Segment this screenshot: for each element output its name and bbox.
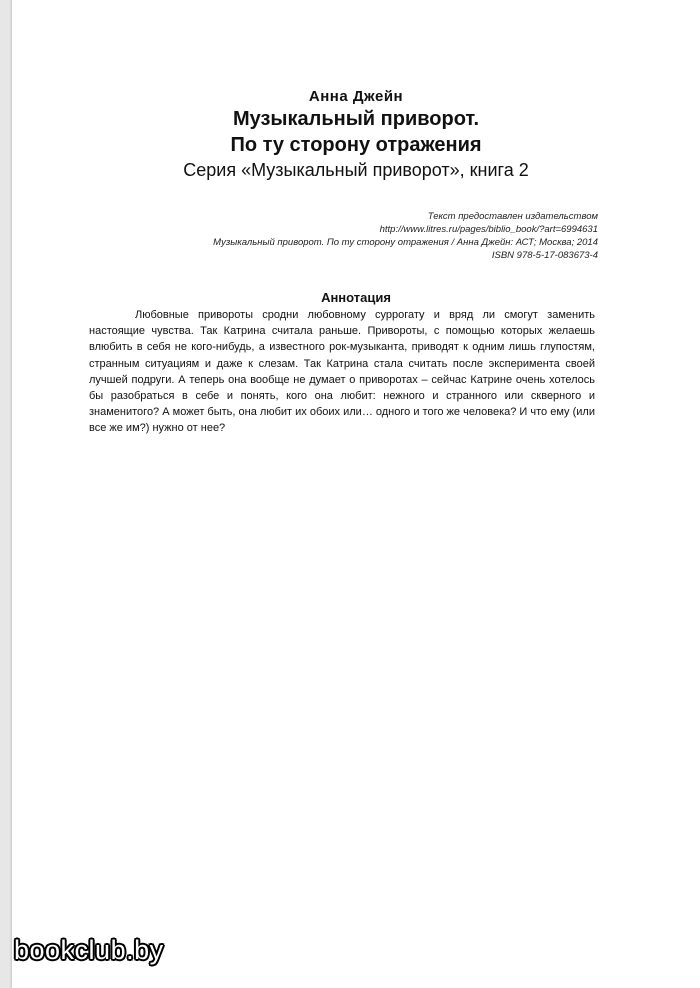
series-line: Серия «Музыкальный приворот», книга 2: [183, 160, 529, 180]
book-title-line-2: По ту сторону отражения: [230, 134, 482, 156]
citation: Музыкальный приворот. По ту сторону отражения / Анна Джейн: АСТ; Москва; 2014: [213, 237, 598, 248]
publisher-note: Текст предоставлен издательством: [427, 211, 598, 222]
isbn: ISBN 978-5-17-083673-4: [491, 250, 598, 261]
annotation-heading: Аннотация: [321, 290, 391, 305]
annotation-text: Любовные привороты сродни любовному суррогату и вряд ли смогут заменить настоящие чувства. Так Катрина считала раньше. Привороты, с помощью которых желаешь влюбить в себя не кого-нибудь, а известного рок-музыканта, приводят к одним лишь глупостям, странным ситуациям и даже к слезам. Так Катрина стала считать после эксперимента своей лучшей подруги. А теперь она вообще не думает о приворотах – сейчас Катрине очень хотелось бы разобраться в себе и понять, кого она любит: нежного и странного или скверного и знаменитого? А может быть, она любит их обоих или… одного и того же человека? И что ему (или все же им?) нужно от нее?: [89, 309, 595, 435]
publication-info: [213, 210, 598, 262]
site-watermark: bookclub.by: [14, 935, 164, 965]
book-title-line-1: Музыкальный приворот.: [232, 108, 480, 130]
document-page: [12, 0, 700, 988]
author-name: Анна Джейн: [308, 88, 404, 105]
source-url: http://www.litres.ru/pages/biblio_book/?art=6994631: [379, 224, 598, 235]
